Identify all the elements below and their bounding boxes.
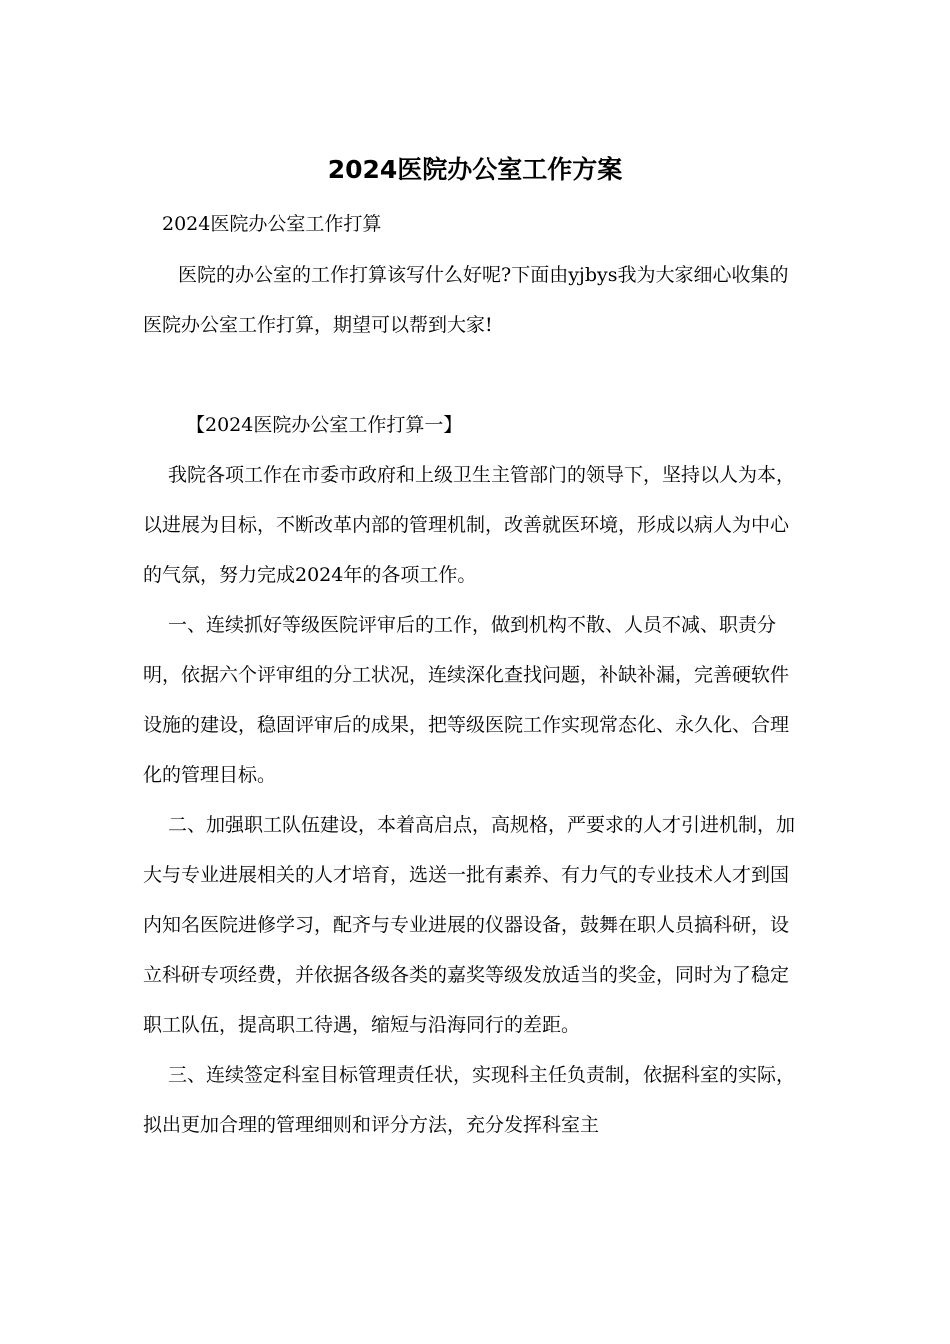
paragraph-3: 三、连续签定科室目标管理责任状，实现科主任负责制，依据科室的实际，拟出更加合理的管理细则和评分方法，充分发挥科室主 — [143, 1064, 796, 1136]
section-heading: 【2024医院办公室工作打算一】 — [186, 414, 463, 436]
paragraph-1: 一、连续抓好等级医院评审后的工作，做到机构不散、人员不减、职责分明，依据六个评审组的分工状况，连续深化查找问题，补缺补漏，完善硬软件设施的建设，稳固评审后的成果，把等级医院工作实现常态化、永久化、合理化的管理目标。 — [143, 614, 790, 786]
document-subtitle: 2024医院办公室工作打算 — [162, 213, 382, 235]
intro-paragraph: 医院的办公室的工作打算该写什么好呢?下面由yjbys我为大家细心收集的医院办公室工作打算，期望可以帮到大家! — [143, 264, 789, 336]
intro-block — [143, 250, 807, 350]
document-title: 2024医院办公室工作方案 — [327, 155, 623, 184]
paragraph-2: 二、加强职工队伍建设，本着高启点，高规格，严要求的人才引进机制，加大与专业进展相关的人才培育，选送一批有素养、有力气的专业技术人才到国内知名医院进修学习，配齐与专业进展的仪器设备，鼓舞在职人员搞科研，设立科研专项经费，并依据各级各类的嘉奖等级发放适当的奖金，同时为了稳定职工队伍，提高职工待遇，缩短与沿海同行的差距。 — [143, 814, 796, 1036]
paragraph-0: 我院各项工作在市委市政府和上级卫生主管部门的领导下，坚持以人为本，以进展为目标，不断改革内部的管理机制，改善就医环境，形成以病人为中心的气氛，努力完成2024年的各项工作。 — [143, 464, 796, 586]
section-body — [143, 450, 807, 1150]
